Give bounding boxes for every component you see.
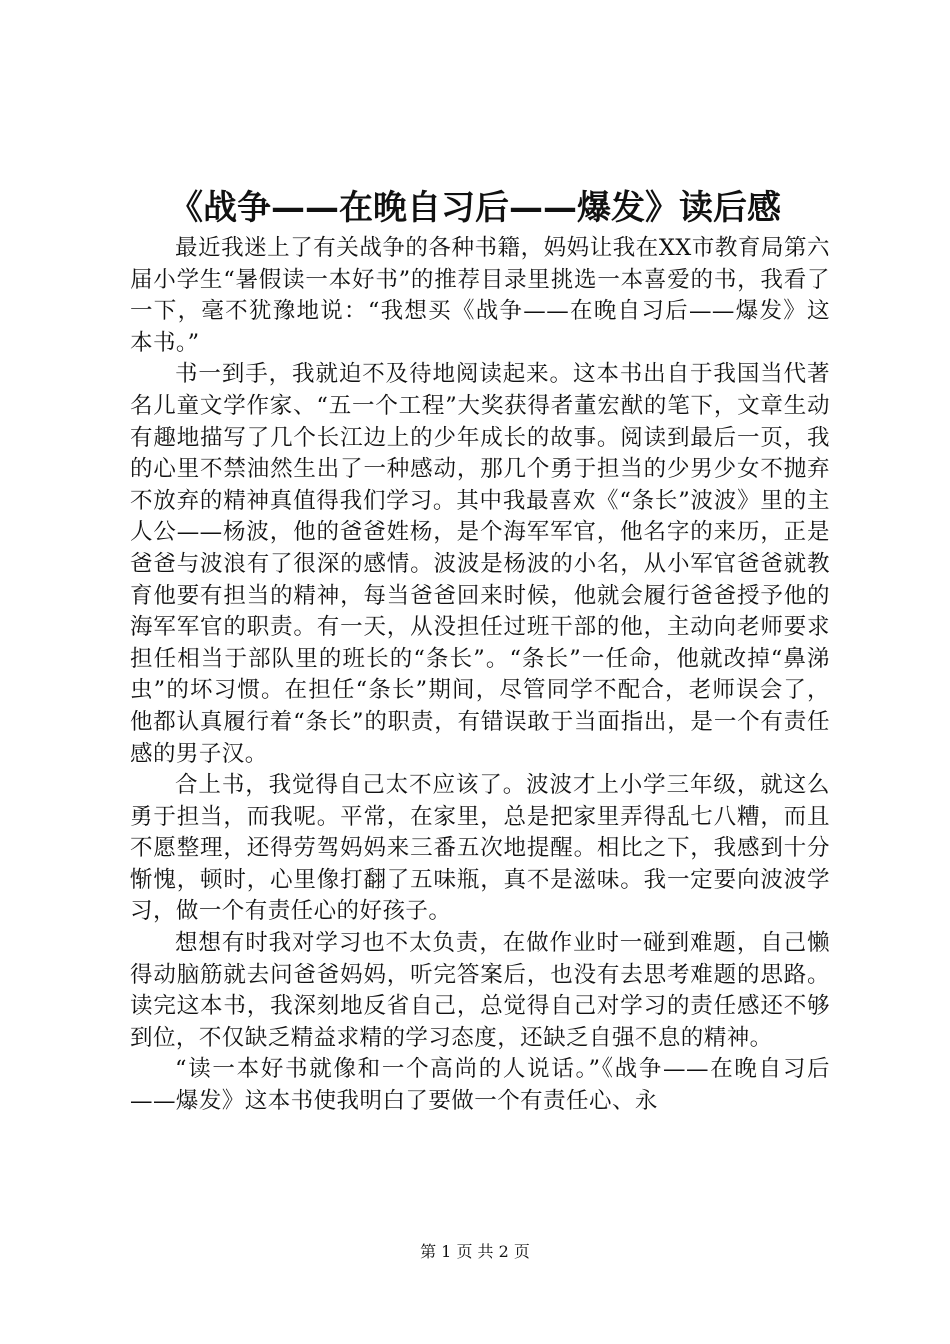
paragraph-3: 合上书，我觉得自己太不应该了。波波才上小学三年级，就这么勇于担当，而我呢。平常，在家里，总是把家里弄得乱七八糟，而且不愿整理，还得劳驾妈妈来三番五次地提醒。相比之下，我感到十分惭愧，顿时，心里像打翻了五味瓶，真不是滋味。我一定要向波波学习，做一个有责任心的好孩子。 [130, 772, 830, 925]
paragraph-1: 最近我迷上了有关战争的各种书籍，妈妈让我在XX市教育局第六届小学生“暑假读一本好书”的推荐目录里挑选一本喜爱的书，我看了一下，毫不犹豫地说：“我想买《战争——在晚自习后——爆发》这本书。” [130, 235, 830, 356]
paragraph-5: “读一本好书就像和一个高尚的人说话。”《战争——在晚自习后——爆发》这本书使我明白了要做一个有责任心、永 [130, 1056, 830, 1115]
paragraph-4: 想想有时我对学习也不太负责，在做作业时一碰到难题，自己懒得动脑筋就去问爸爸妈妈，听完答案后，也没有去思考难题的思路。读完这本书，我深刻地反省自己，总觉得自己对学习的责任感还不够到位，不仅缺乏精益求精的学习态度，还缺乏自强不息的精神。 [130, 930, 830, 1051]
document-title: 《战争——在晚自习后——爆发》读后感 [169, 188, 781, 228]
page-footer: 第 1 页 共 2 页 [420, 1242, 530, 1261]
document-body [130, 233, 830, 1118]
paragraph-2: 书一到手，我就迫不及待地阅读起来。这本书出自于我国当代著名儿童文学作家、“五一个工程”大奖获得者董宏猷的笔下，文章生动有趣地描写了几个长江边上的少年成长的故事。阅读到最后一页，我的心里不禁油然生出了一种感动，那几个勇于担当的少男少女不抛弃不放弃的精神真值得我们学习。其中我最喜欢《“条长”波波》里的主人公——杨波，他的爸爸姓杨，是个海军军官，他名字的来历，正是爸爸与波浪有了很深的感情。波波是杨波的小名，从小军官爸爸就教育他要有担当的精神，每当爸爸回来时候，他就会履行爸爸授予他的海军军官的职责。有一天，从没担任过班干部的他，主动向老师要求担任相当于部队里的班长的“条长”。“条长”一任命，他就改掉“鼻涕虫”的坏习惯。在担任“条长”期间，尽管同学不配合，老师误会了，他都认真履行着“条长”的职责，有错误敢于当面指出，是一个有责任感的男子汉。 [130, 361, 830, 767]
